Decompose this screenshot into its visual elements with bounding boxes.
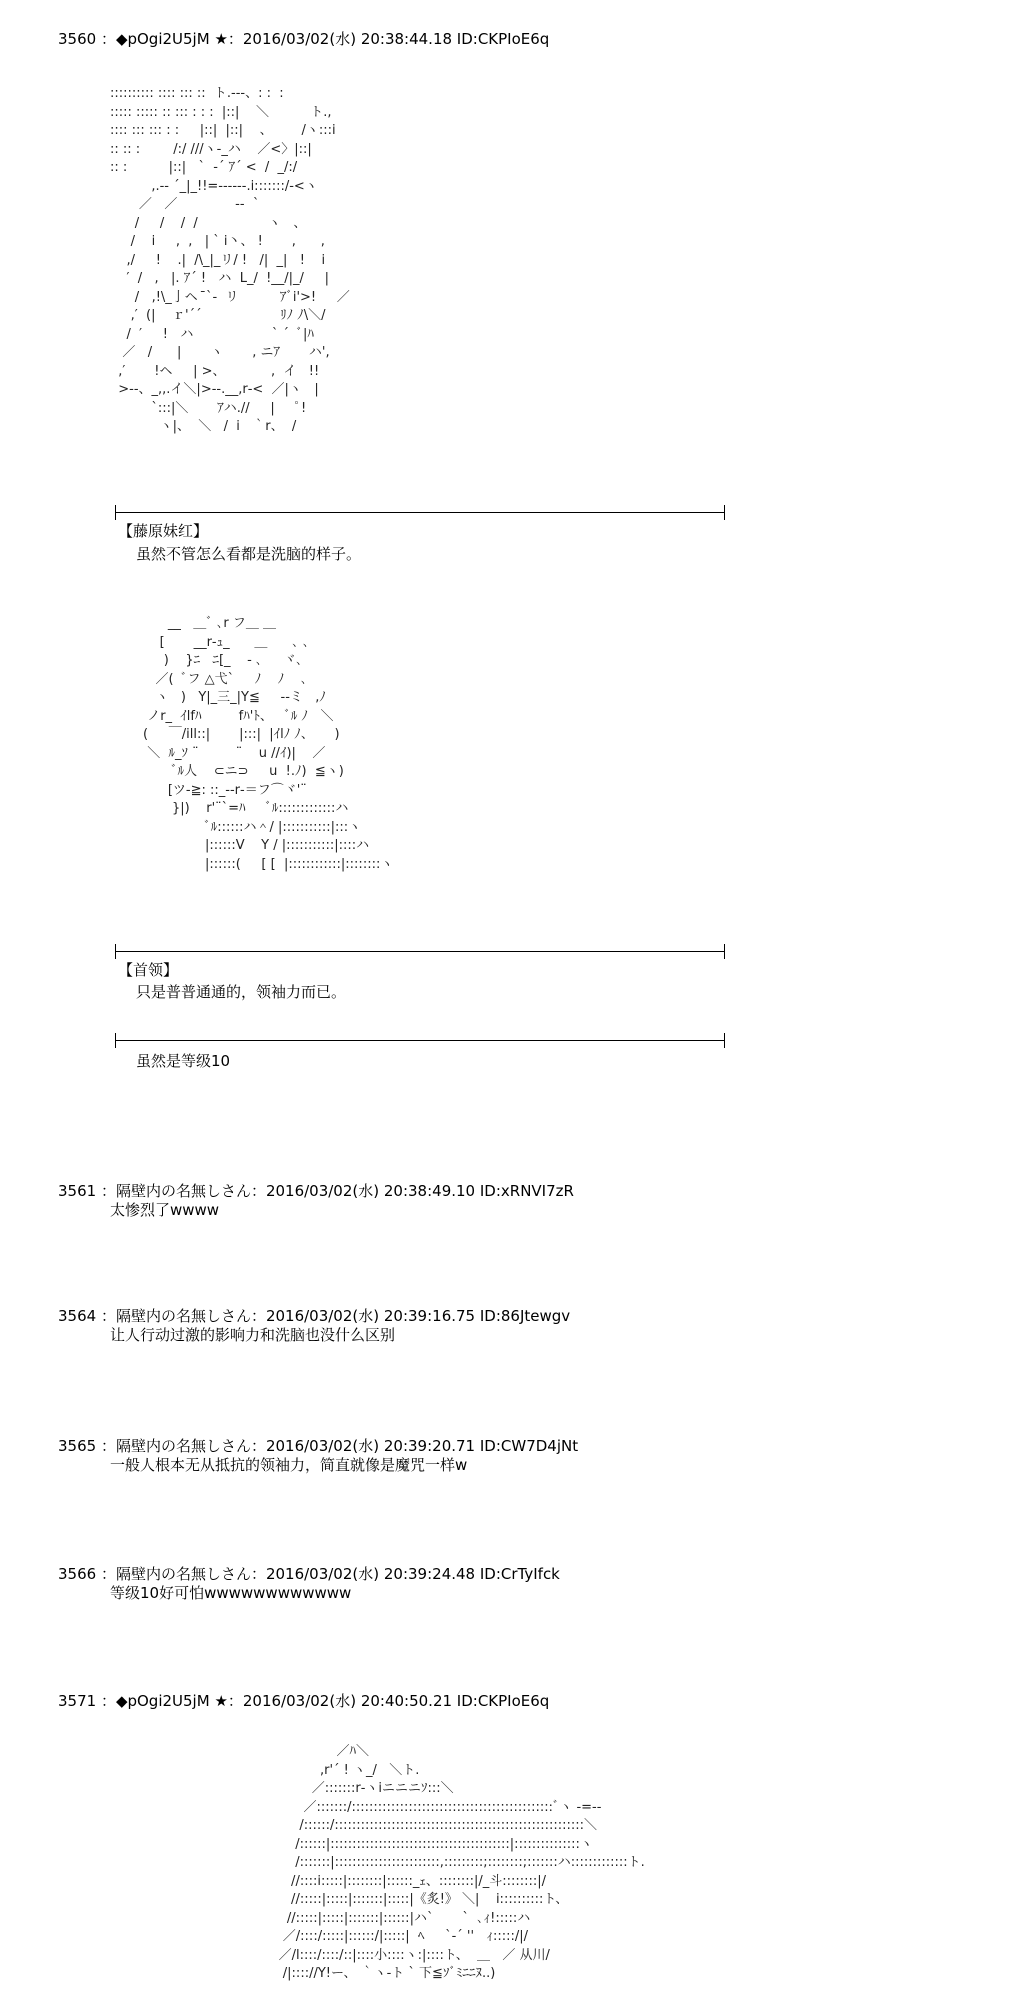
post-header: 3565 ：隔壁内の名無しさん：2016/03/02(水) 20:39:20.71 ID:CW7D4jNt bbox=[58, 1437, 579, 1455]
speech-text: 虽然不管怎么看都是洗脑的样子。 bbox=[136, 545, 362, 563]
speech-text: 只是普普通通的，领袖力而已。 bbox=[136, 983, 347, 1001]
post-header: 3564 ：隔壁内の名無しさん：2016/03/02(水) 20:39:16.75 ID:86Jtewgv bbox=[58, 1307, 571, 1325]
post-3560 bbox=[58, 30, 1008, 49]
post-body: 让人行动过激的影响力和洗脑也没什么区别 bbox=[110, 1326, 396, 1344]
post-header: 3571 ：◆pOgi2U5jM ★：2016/03/02(水) 20:40:50.21 ID:CKPIoE6q bbox=[58, 1692, 550, 1710]
divider-line bbox=[115, 951, 725, 952]
post-3571 bbox=[58, 1692, 1008, 1711]
divider-line bbox=[115, 1040, 725, 1041]
post-header: 3561 ：隔壁内の名無しさん：2016/03/02(水) 20:38:49.10 ID:xRNVI7zR bbox=[58, 1182, 574, 1200]
speaker-label: 【藤原妹红】 bbox=[118, 522, 209, 540]
ascii-art-mokou: :::::::::: :::: ::: :: ト.--‐、: : : ::::: ::::: :: ::: : : : |::| ＼ ト., :::: ::: ::: : : |::| |::| 、 /ヽ:::i :: :: : /:/ ///ヽ-_ハ ／<〉|::| :: : |::| ` ‐´ ｱ´ < / _/:/ ,.-‐ ´_|_!!=-‐‐‐‐-.i:::::::/‐<ヽ ／ ／ ‐- ` / / / / ヽ 、 / i , , | ` i丶、 ! , , ,/ ! .| /\_|_リ/ ! /| _| ! i ′ / , |. ｱ´ ! ハ L_/ !__/|_/ | / ,!\_亅ヘ ̄`- リ ｱﾞi'>! ／ ,′ (| ｒ'´´ ﾘﾉ ﾉ\＼/ / ′ ! ハ ` ´ ﾞ|ﾊ ／ / | ヽ , ニｱ ハ', ,′ !ヘ | >、 , イ !! >-‐、_,,.イ＼|>‐-.__,r‐< ／|ヽ | `:::|＼ ｱハ.// | ﾟ! ヽ|、 ＼ / i ｀r、 / bbox=[110, 86, 350, 434]
post-3566 bbox=[58, 1565, 1008, 1603]
divider-line bbox=[115, 512, 725, 513]
post-body: 太惨烈了wwww bbox=[110, 1201, 220, 1219]
post-3564 bbox=[58, 1307, 1008, 1345]
speaker-label: 【首领】 bbox=[118, 961, 179, 979]
post-3561 bbox=[58, 1182, 1008, 1220]
post-3565 bbox=[58, 1437, 1008, 1475]
post-header: 3566 ：隔壁内の名無しさん：2016/03/02(水) 20:39:24.48 ID:CrTyIfck bbox=[58, 1565, 560, 1583]
ascii-art-leader: __ ＿ﾞ ､r フ＿ ＿ [ __r‐ｭ_ ＿ ､ ､ ) }ﾆ ﾆ[_ ‐ ､ ヾ､ ／( ﾞフ △弋` ﾉ ﾉ ､ ヽ ) Y|_三_|Y≦ ‐‐ミ ,ﾉ ノr_ ｲlfﾊ fﾊ'ﾄ、 ﾞﾙ ﾉ ＼ ( ￣/ill::| |:::| |ｲlﾉ ﾉ、 ) ＼ ﾙ_ｿ ¨ ¨ u //ｲ)| ／ ﾞﾙ人 ⊂ニ⊃ u !.ﾉ) ≦ヽ) [ツ‐≧: ::_‐-r‐＝フ⌒ヾ'¨ }|) r'¨`=ﾊ ﾞﾙ:::::::::::::ハ ﾞﾙ::::::ハ＾/ |:::::::::::|:::ヽ |::::::V Y / |:::::::::::|::::ハ |::::::( [ [ |::::::::::::|::::::::ヽ bbox=[143, 616, 394, 872]
post-body: 等级10好可怕wwwwwwwwwwww bbox=[110, 1584, 352, 1602]
post-body: 一般人根本无从抵抗的领袖力，简直就像是魔咒一样w bbox=[110, 1456, 468, 1474]
narration-text: 虽然是等级10 bbox=[136, 1052, 231, 1070]
ascii-art-character: ／ﾊ＼ ,r'´ ! ヽ_/ ＼ト. ／:::::::r‐ヽiニニニｿ:::＼ ／:::::::/::::::::::::::::::::::::::::::::::::::::::::::ﾞヽ ‐=‐‐ /::::::/:::::::::::::::::::::::::::::::::::::::::::::::::::::::::＼ /::::::|:::::::::::::::::::::::::::::::::::::::::|:::::::::::::::ヽ /:::::::|::::::::::::::::::::::::,:::::::::;::::::::;:::::::ハ:::::::::::::ト. //::::i:::::|::::::::|::::::_ｪ、::::::::|/_斗::::::::|/ //:::::|:::::|:::::::|:::::|《炙!》 ＼| i::::::::::ト、 //:::::|:::::|:::::::|::::::|ハ` ` ､ｨ!:::::ハ ／/::::/:::::|::::::/|:::::| ﾍ `‐´ '' ｨ:::::/|/ ／/l::::/::::/::|::::小::::ヽ:|::::ト、 ＿ ／ 从川/ /|:::://Y!ー、 ｀ヽ‐ト ` 下≦ｿﾞﾐﾆﾆﾇ..) bbox=[278, 1744, 645, 1981]
post-header: 3560 ：◆pOgi2U5jM ★：2016/03/02(水) 20:38:44.18 ID:CKPIoE6q bbox=[58, 30, 550, 48]
